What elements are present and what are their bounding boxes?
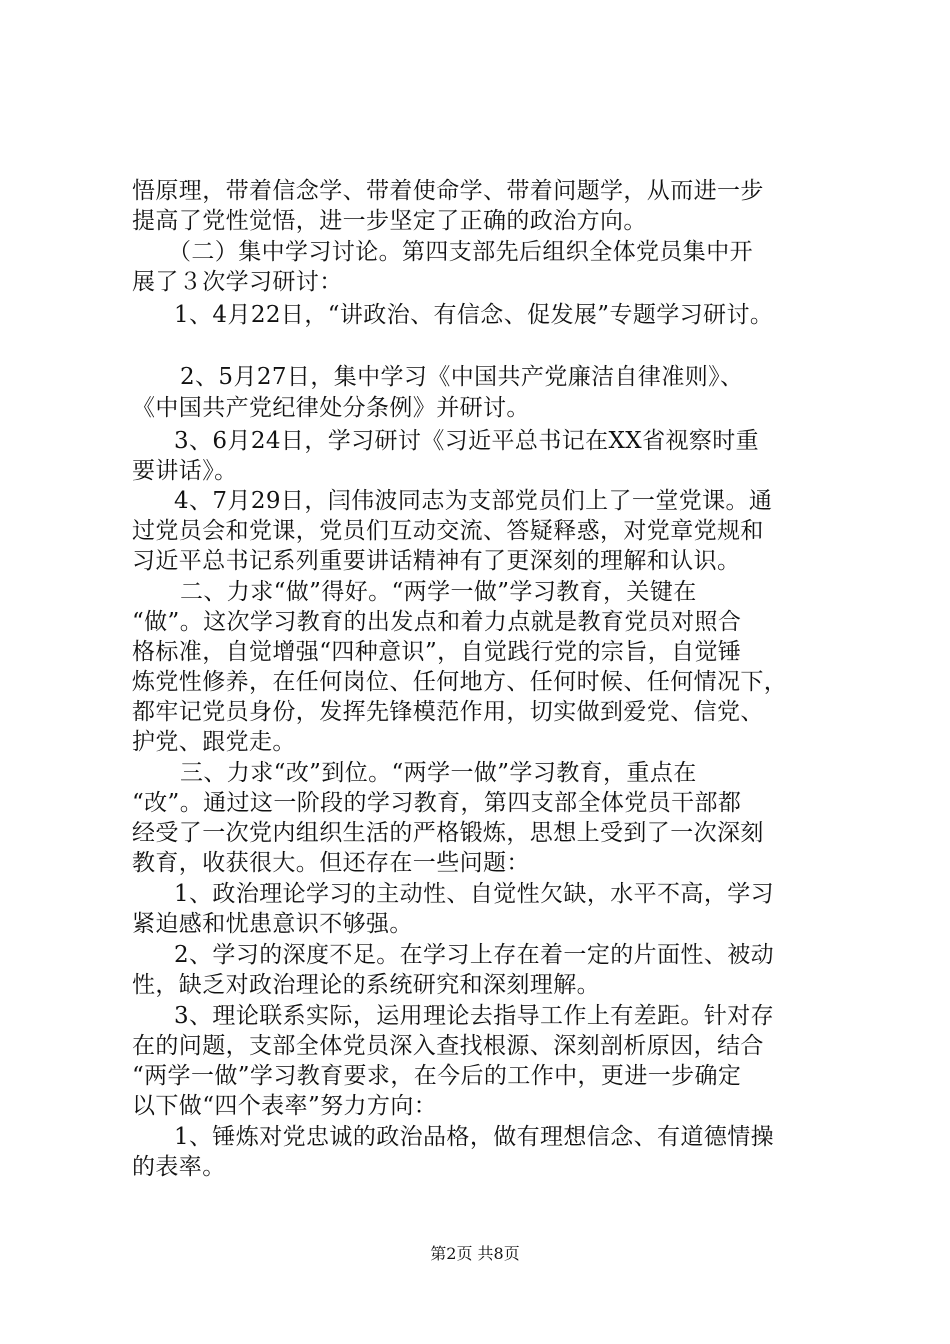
text-line: 性，缺乏对政治理论的系统研究和深刻理解。 bbox=[132, 972, 600, 998]
text-line: 2、学习的深度不足。在学习上存在着一定的片面性、被动 bbox=[174, 942, 775, 968]
text-line: “做”。这次学习教育的出发点和着力点就是教育党员对照合 bbox=[132, 609, 742, 635]
text-line: 以下做“四个表率”努力方向： bbox=[132, 1093, 438, 1119]
text-line: 都牢记党员身份，发挥先锋模范作用，切实做到爱党、信党、 bbox=[132, 699, 764, 725]
text-line: 紧迫感和忧患意识不够强。 bbox=[132, 911, 413, 937]
page-footer: 第2页 共8页 bbox=[430, 1244, 520, 1263]
text-line: 格标准，自觉增强“四种意识”，自觉践行党的宗旨，自觉锤 bbox=[132, 639, 742, 665]
text-line: 1、政治理论学习的主动性、自觉性欠缺，水平不高，学习 bbox=[174, 881, 775, 907]
text-line: “两学一做”学习教育要求，在今后的工作中，更进一步确定 bbox=[132, 1063, 742, 1089]
text-line: 《中国共产党纪律处分条例》并研讨。 bbox=[132, 395, 530, 421]
text-line: 经受了一次党内组织生活的严格锻炼，思想上受到了一次深刻 bbox=[132, 820, 764, 846]
text-line: 展了３次学习研讨： bbox=[132, 269, 343, 295]
text-line: 三、力求“改”到位。“两学一做”学习教育，重点在 bbox=[180, 760, 697, 786]
text-line: 二、力求“做”得好。“两学一做”学习教育，关键在 bbox=[180, 579, 697, 605]
text-line: “改”。通过这一阶段的学习教育，第四支部全体党员干部都 bbox=[132, 790, 742, 816]
text-line: 1、4月22日，“讲政治、有信念、促发展”专题学习研讨。 bbox=[174, 302, 774, 328]
text-line: 过党员会和党课，党员们互动交流、答疑释惑，对党章党规和 bbox=[132, 518, 764, 544]
text-line: 的表率。 bbox=[132, 1154, 226, 1180]
text-line: 提高了党性觉悟，进一步坚定了正确的政治方向。 bbox=[132, 208, 647, 234]
text-line: 护党、跟党走。 bbox=[132, 729, 296, 755]
text-line: 3、6月24日，学习研讨《习近平总书记在XX省视察时重 bbox=[174, 428, 760, 454]
text-line: 在的问题，支部全体党员深入查找根源、深刻剖析原因，结合 bbox=[132, 1033, 764, 1059]
text-line: 要讲话》。 bbox=[132, 458, 238, 484]
text-line: 悟原理，带着信念学、带着使命学、带着问题学，从而进一步 bbox=[132, 178, 764, 204]
text-line: 4、7月29日，闫伟波同志为支部党员们上了一堂党课。通 bbox=[174, 488, 773, 514]
text-line: 炼党性修养，在任何岗位、任何地方、任何时候、任何情况下， bbox=[132, 669, 788, 695]
text-line: 2、5月27日，集中学习《中国共产党廉洁自律准则》、 bbox=[180, 364, 744, 390]
text-line: 教育，收获很大。但还存在一些问题： bbox=[132, 850, 530, 876]
text-line: 习近平总书记系列重要讲话精神有了更深刻的理解和认识。 bbox=[132, 548, 741, 574]
text-line: （二）集中学习讨论。第四支部先后组织全体党员集中开 bbox=[168, 239, 753, 265]
text-line: 3、理论联系实际，运用理论去指导工作上有差距。针对存 bbox=[174, 1003, 775, 1029]
text-line: 1、锤炼对党忠诚的政治品格，做有理想信念、有道德情操 bbox=[174, 1124, 775, 1150]
